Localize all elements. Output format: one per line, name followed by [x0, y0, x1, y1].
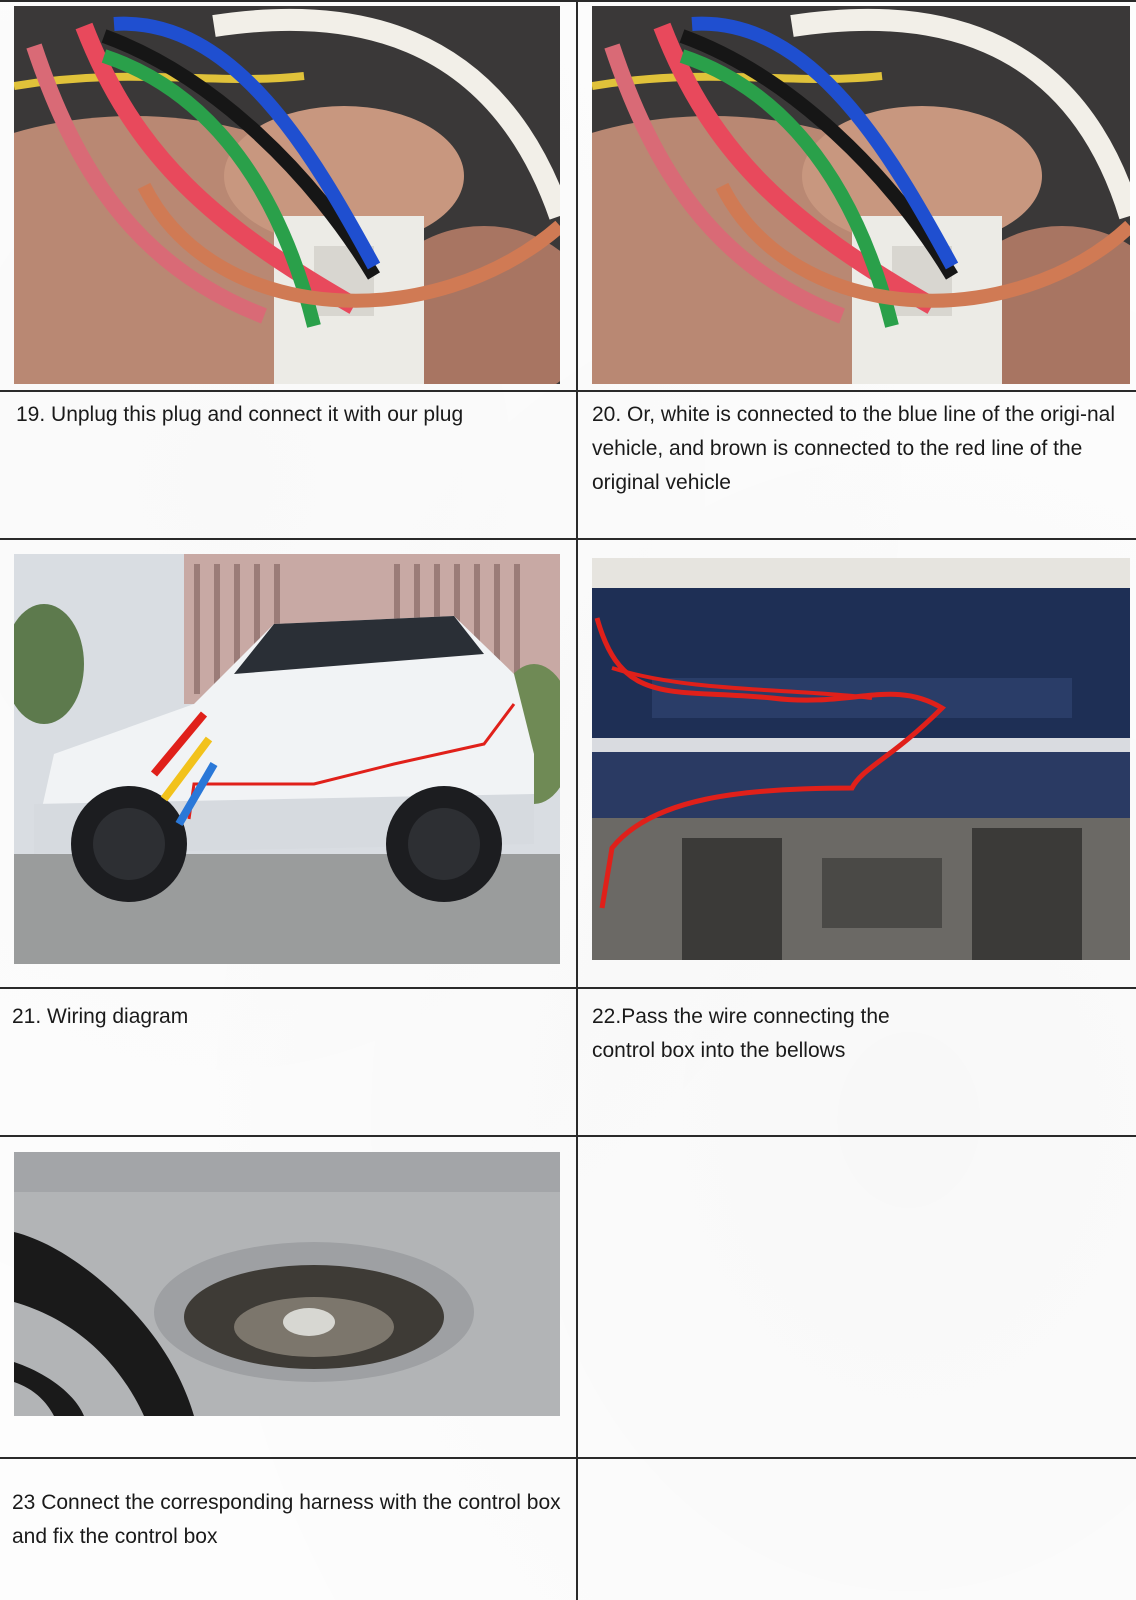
grid-line: [0, 1135, 1136, 1137]
photo-plug-wires-left: [14, 6, 560, 384]
photo-car-wiring-diagram: [14, 554, 560, 964]
grid-line: [0, 538, 1136, 540]
photo-control-box-mount: [14, 1152, 560, 1416]
grid-line: [0, 390, 1136, 392]
step-21-caption: 21. Wiring diagram: [12, 1005, 189, 1028]
step-23-caption: 23 Connect the corresponding harness with the control box and fix the control box: [12, 1491, 561, 1548]
step-19-caption: 19. Unplug this plug and connect it with our plug: [16, 403, 464, 426]
step-22-caption: 22.Pass the wire connecting the control box into the bellows: [592, 1005, 890, 1062]
photo-tailgate-wire-route: [592, 558, 1130, 960]
grid-line: [0, 987, 1136, 989]
photo-plug-wires-right: [592, 6, 1130, 384]
grid-line: [0, 0, 1136, 2]
grid-line: [0, 1457, 1136, 1459]
step-20-caption: 20. Or, white is connected to the blue line of the origi-nal vehicle, and brown is connected to the red line of the original vehicle: [592, 403, 1115, 494]
grid-line: [576, 0, 578, 1600]
